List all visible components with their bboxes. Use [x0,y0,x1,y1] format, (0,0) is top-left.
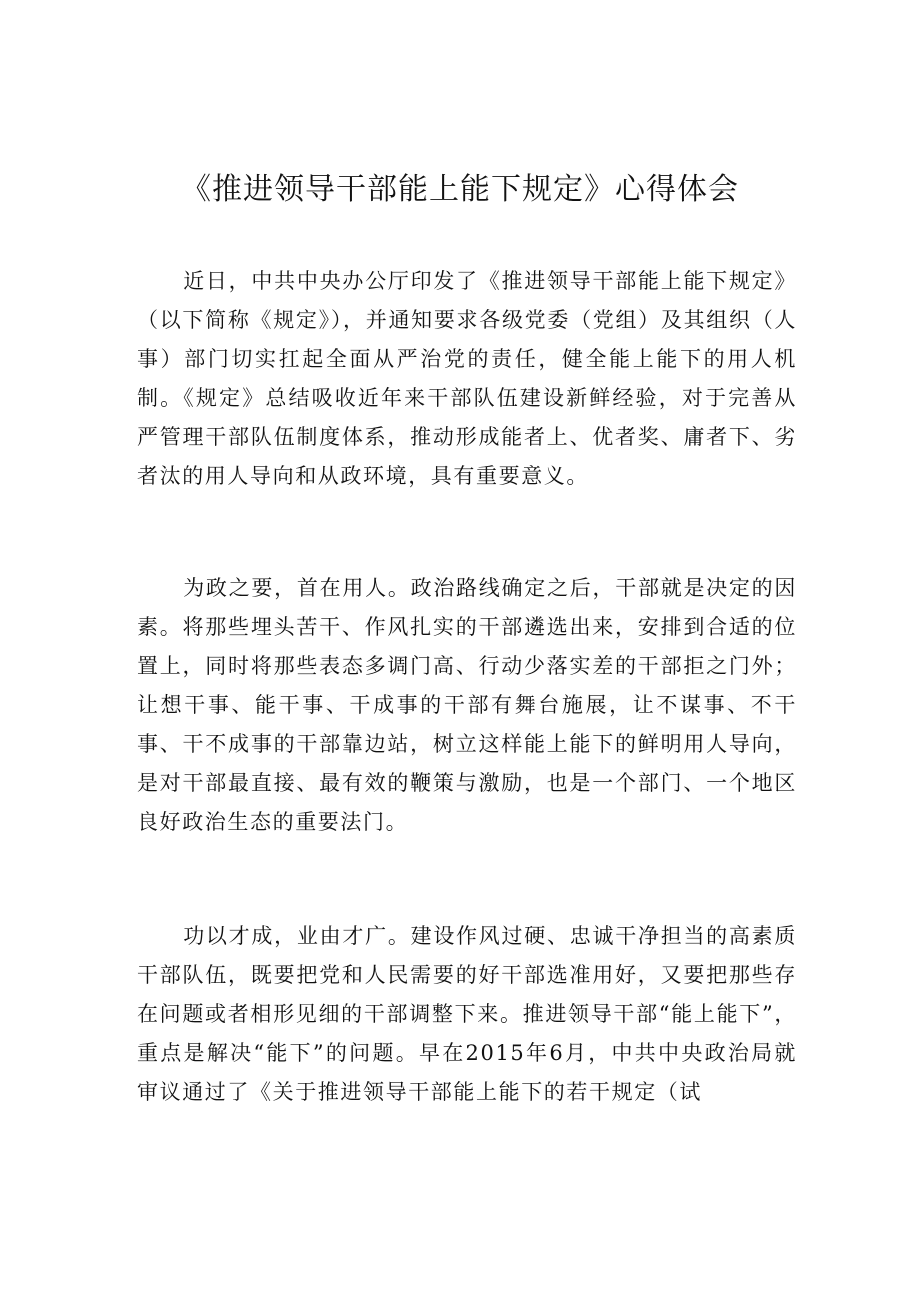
paragraph-2: 为政之要，首在用人。政治路线确定之后，干部就是决定的因素。将那些埋头苦干、作风扎实的干部遴选出来，安排到合适的位置上，同时将那些表态多调门高、行动少落实差的干部拒之门外；让想干事、能干事、干成事的干部有舞台施展，让不谋事、不干事、干不成事的干部靠边站，树立这样能上能下的鲜明用人导向，是对干部最直接、最有效的鞭策与激励，也是一个部门、一个地区良好政治生态的重要法门。 [137,576,797,834]
document-title: 《推进领导干部能上能下规定》心得体会 [181,172,739,207]
paragraph-3: 功以才成，业由才广。建设作风过硬、忠诚干净担当的高素质干部队伍，既要把党和人民需要的好干部选准用好，又要把那些存在问题或者相形见细的干部调整下来。推进领导干部“能上能下”，重点是解决“能下”的问题。早在2015年6月，中共中央政治局就审议通过了《关于推进领导干部能上能下的若干规定（试 [137,924,797,1104]
paragraph-1: 近日，中共中央办公厅印发了《推进领导干部能上能下规定》（以下简称《规定》），并通知要求各级党委（党组）及其组织（人事）部门切实扛起全面从严治党的责任，健全能上能下的用人机制。《规定》总结吸收近年来干部队伍建设新鲜经验，对于完善从严管理干部队伍制度体系，推动形成能者上、优者奖、庸者下、劣者汰的用人导向和从政环境，具有重要意义。 [137,269,797,488]
